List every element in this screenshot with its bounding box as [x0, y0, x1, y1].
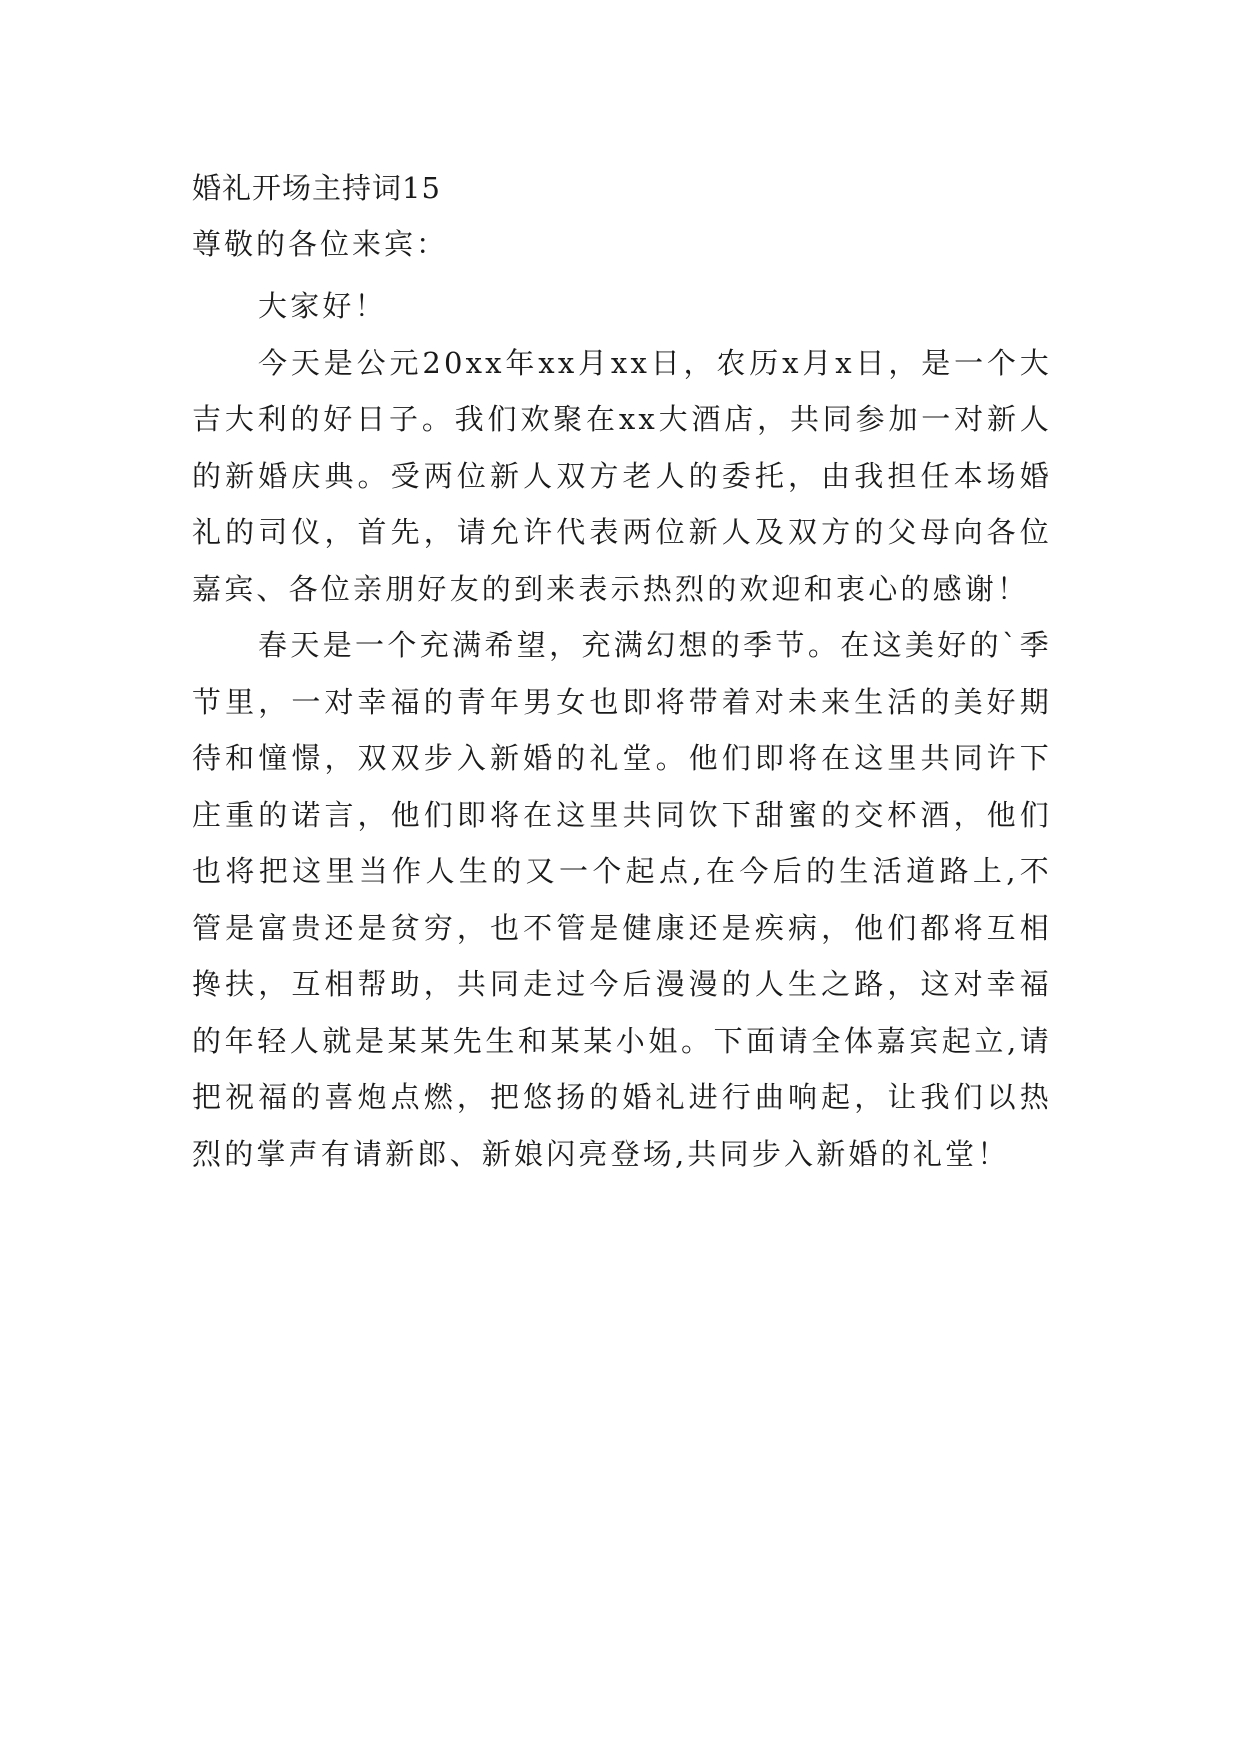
document-title: 婚礼开场主持词15: [192, 171, 441, 205]
paragraph-spring: 春天是一个充满希望，充满幻想的季节。在这美好的`季节里，一对幸福的青年男女也即将带着对未来生活的美好期待和憧憬，双双步入新婚的礼堂。他们即将在这里共同许下庄重的诺言，他们即将在这里共同饮下甜蜜的交杯酒，他们也将把这里当作人生的又一个起点,在今后的生活道路上,不管是富贵还是贫穷，也不管是健康还是疾病，他们都将互相搀扶，互相帮助，共同走过今后漫漫的人生之路，这对幸福的年轻人就是某某先生和某某小姐。下面请全体嘉宾起立,请把祝福的喜炮点燃，把悠扬的婚礼进行曲响起，让我们以热烈的掌声有请新郎、新娘闪亮登场,共同步入新婚的礼堂！: [192, 628, 1052, 1171]
paragraph-opening: 今天是公元20xx年xx月xx日，农历x月x日，是一个大吉大利的好日子。我们欢聚在xx大酒店，共同参加一对新人的新婚庆典。受两位新人双方老人的委托，由我担任本场婚礼的司仪，首先，请允许代表两位新人及双方的父母向各位嘉宾、各位亲朋好友的到来表示热烈的欢迎和衷心的感谢！: [192, 345, 1052, 606]
paragraph-greeting: 大家好！: [258, 289, 387, 323]
salutation: 尊敬的各位来宾：: [192, 227, 449, 261]
document-body: [192, 278, 1052, 1182]
